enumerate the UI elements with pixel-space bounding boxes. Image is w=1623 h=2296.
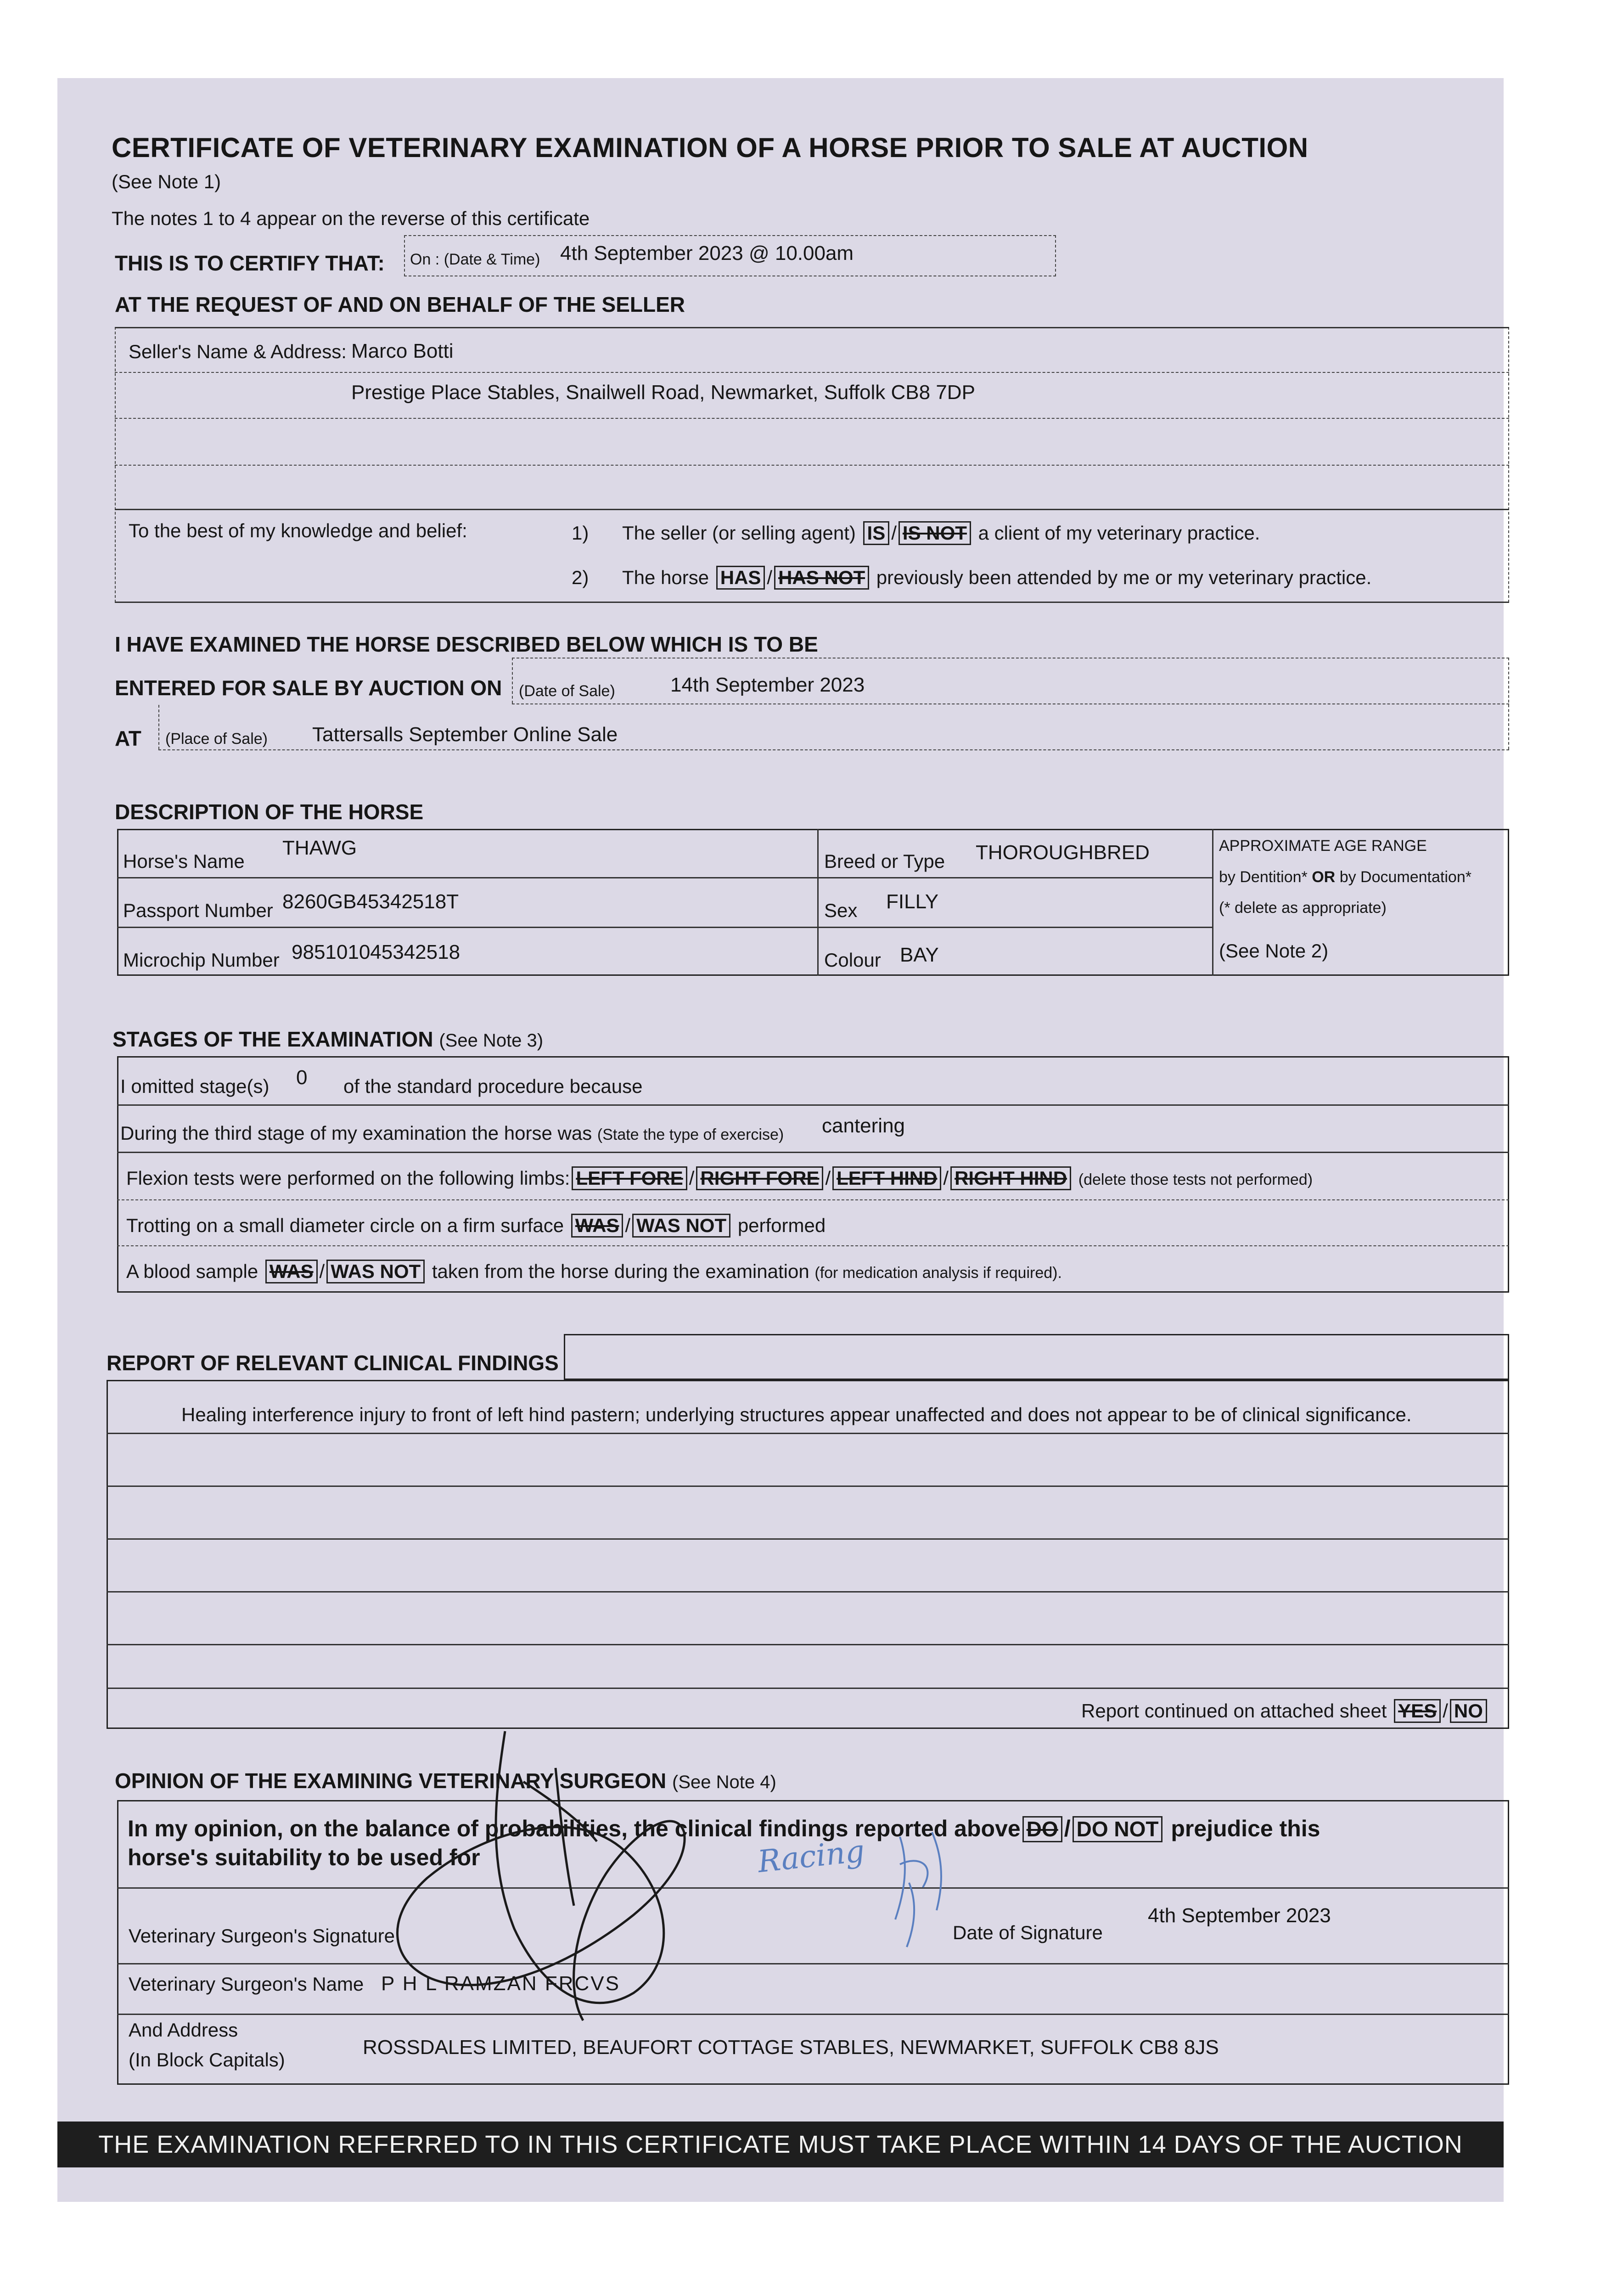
sex-label: Sex <box>824 900 858 921</box>
flexion-left-hind[interactable]: LEFT HIND <box>832 1166 941 1190</box>
see-note-1: (See Note 1) <box>112 171 221 192</box>
flexion-left-fore[interactable]: LEFT FORE <box>572 1166 687 1190</box>
entered-label: ENTERED FOR SALE BY AUCTION ON <box>115 676 502 700</box>
item1-pre: The seller (or selling agent) <box>622 522 856 544</box>
attended-has-not-option[interactable]: HAS NOT <box>774 566 869 590</box>
date-signature-label: Date of Signature <box>953 1922 1103 1943</box>
age-documentation[interactable]: by Documentation* <box>1339 868 1471 886</box>
continued-label: Report continued on attached sheet <box>1081 1700 1387 1722</box>
horse-name-value: THAWG <box>282 837 357 859</box>
omitted-post: of the standard procedure because <box>343 1075 643 1097</box>
surgeon-name-value: P H L RAMZAN FRCVS <box>381 1972 620 1995</box>
blood-sep: / <box>319 1261 325 1282</box>
trot-sep: / <box>625 1215 631 1236</box>
flexion-right-fore[interactable]: RIGHT FORE <box>696 1166 823 1190</box>
opinion-heading-text: OPINION OF THE EXAMINING VETERINARY SURGEON <box>115 1769 667 1793</box>
item2-num: 2) <box>572 567 589 588</box>
age-title: APPROXIMATE AGE RANGE <box>1219 837 1427 855</box>
flexion-sep-1: / <box>689 1167 695 1189</box>
blood-note: (for medication analysis if required). <box>814 1264 1062 1282</box>
item2-pre: The horse <box>622 567 709 588</box>
footer-banner: THE EXAMINATION REFERRED TO IN THIS CERTIFICATE MUST TAKE PLACE WITHIN 14 DAYS OF THE AUCTION <box>57 2122 1504 2167</box>
passport-value: 8260GB45342518T <box>282 890 459 913</box>
flexion-sep-2: / <box>825 1167 831 1189</box>
blue-initials <box>895 1832 941 1947</box>
opinion-heading-note: (See Note 4) <box>672 1772 776 1792</box>
place-of-sale-value: Tattersalls September Online Sale <box>312 723 618 746</box>
item1-num: 1) <box>572 522 589 544</box>
flexion-note: (delete those tests not performed) <box>1078 1171 1313 1188</box>
notes-line: The notes 1 to 4 appear on the reverse of this certificate <box>112 208 590 229</box>
item1-post: a client of my veterinary practice. <box>978 522 1260 544</box>
address-label-1: And Address <box>129 2019 238 2041</box>
attended-has-option[interactable]: HAS <box>716 566 765 590</box>
date-of-sale-label: (Date of Sale) <box>519 682 615 700</box>
findings-text: Healing interference injury to front of left hind pastern; underlying structures appear unaffected and does not appear to be of clinical significance. <box>181 1404 1412 1425</box>
request-label: AT THE REQUEST OF AND ON BEHALF OF THE SELLER <box>115 293 685 316</box>
microchip-label: Microchip Number <box>123 949 280 971</box>
description-heading: DESCRIPTION OF THE HORSE <box>115 800 424 824</box>
at-label: AT <box>115 726 141 750</box>
stages-heading-note: (See Note 3) <box>439 1030 544 1051</box>
address-label-2: (In Block Capitals) <box>129 2049 285 2071</box>
blood-pre: A blood sample <box>126 1261 258 1282</box>
passport-label: Passport Number <box>123 900 273 921</box>
colour-value: BAY <box>900 944 939 966</box>
trot-was-not-option[interactable]: WAS NOT <box>632 1214 730 1238</box>
third-stage-value: cantering <box>822 1114 905 1137</box>
date-signature-value: 4th September 2023 <box>1148 1904 1331 1927</box>
findings-heading: REPORT OF RELEVANT CLINICAL FINDINGS <box>107 1351 559 1375</box>
opinion-sep: / <box>1064 1816 1071 1841</box>
certificate-title: CERTIFICATE OF VETERINARY EXAMINATION OF A HORSE PRIOR TO SALE AT AUCTION <box>112 132 1309 163</box>
opinion-line1-pre: In my opinion, on the balance of probabilities, the clinical findings reported above <box>128 1816 1021 1841</box>
flexion-right-hind[interactable]: RIGHT HIND <box>950 1166 1071 1190</box>
continued-sep: / <box>1443 1700 1448 1722</box>
omitted-label: I omitted stage(s) <box>120 1075 270 1097</box>
blood-post: taken from the horse during the examination <box>432 1261 809 1282</box>
item2-sep: / <box>767 567 773 588</box>
age-line-3: (* delete as appropriate) <box>1219 899 1387 917</box>
age-note: (See Note 2) <box>1219 940 1329 962</box>
signature-label: Veterinary Surgeon's Signature <box>129 1925 395 1947</box>
omitted-value: 0 <box>296 1066 308 1089</box>
trot-pre: Trotting on a small diameter circle on a firm surface <box>126 1215 564 1236</box>
knowledge-label: To the best of my knowledge and belief: <box>129 520 467 541</box>
opinion-line-2: horse's suitability to be used for <box>128 1845 480 1870</box>
sex-value: FILLY <box>886 890 939 913</box>
trot-post: performed <box>737 1215 826 1236</box>
third-pre: During the third stage of my examination the horse was <box>120 1122 592 1144</box>
flexion-sep-3: / <box>943 1167 949 1189</box>
age-or: OR <box>1312 868 1336 886</box>
age-dentition[interactable]: by Dentition* <box>1219 868 1308 886</box>
client-is-not-option[interactable]: IS NOT <box>899 521 971 545</box>
date-of-sale-value: 14th September 2023 <box>670 674 865 696</box>
breed-label: Breed or Type <box>824 850 945 872</box>
item1-sep: / <box>891 522 897 544</box>
handwritten-use: Racing <box>756 1833 866 1880</box>
client-is-option[interactable]: IS <box>863 521 890 545</box>
opinion-line1-post: prejudice this <box>1171 1816 1320 1841</box>
opinion-do-option[interactable]: DO <box>1022 1816 1062 1842</box>
seller-name-label: Seller's Name & Address: <box>129 341 347 362</box>
examined-label: I HAVE EXAMINED THE HORSE DESCRIBED BELOW WHICH IS TO BE <box>115 632 818 656</box>
blood-was-not-option[interactable]: WAS NOT <box>326 1260 425 1283</box>
microchip-value: 985101045342518 <box>292 941 461 963</box>
item2-post: previously been attended by me or my veterinary practice. <box>876 567 1372 588</box>
certify-label: THIS IS TO CERTIFY THAT: <box>115 251 385 275</box>
third-note: (State the type of exercise) <box>597 1126 784 1143</box>
surgeon-address-value: ROSSDALES LIMITED, BEAUFORT COTTAGE STABLES, NEWMARKET, SUFFOLK CB8 8JS <box>363 2036 1219 2059</box>
horse-name-label: Horse's Name <box>123 850 245 872</box>
stages-heading-text: STAGES OF THE EXAMINATION <box>112 1027 433 1051</box>
on-label: On : (Date & Time) <box>410 251 540 268</box>
place-of-sale-label: (Place of Sale) <box>165 730 268 748</box>
seller-name-value: Marco Botti <box>351 340 454 362</box>
colour-label: Colour <box>824 949 881 971</box>
seller-address-value: Prestige Place Stables, Snailwell Road, Newmarket, Suffolk CB8 7DP <box>351 381 975 404</box>
flexion-pre: Flexion tests were performed on the following limbs: <box>126 1167 570 1189</box>
continued-no-option[interactable]: NO <box>1450 1699 1487 1723</box>
breed-value: THOROUGHBRED <box>976 841 1150 864</box>
trot-was-option[interactable]: WAS <box>571 1214 623 1238</box>
surgeon-name-label: Veterinary Surgeon's Name <box>129 1973 364 1995</box>
black-signature <box>398 1731 685 2020</box>
continued-yes-option[interactable]: YES <box>1394 1699 1441 1723</box>
on-value: 4th September 2023 @ 10.00am <box>560 242 854 264</box>
blood-was-option[interactable]: WAS <box>265 1260 318 1283</box>
opinion-do-not-option[interactable]: DO NOT <box>1073 1816 1163 1842</box>
